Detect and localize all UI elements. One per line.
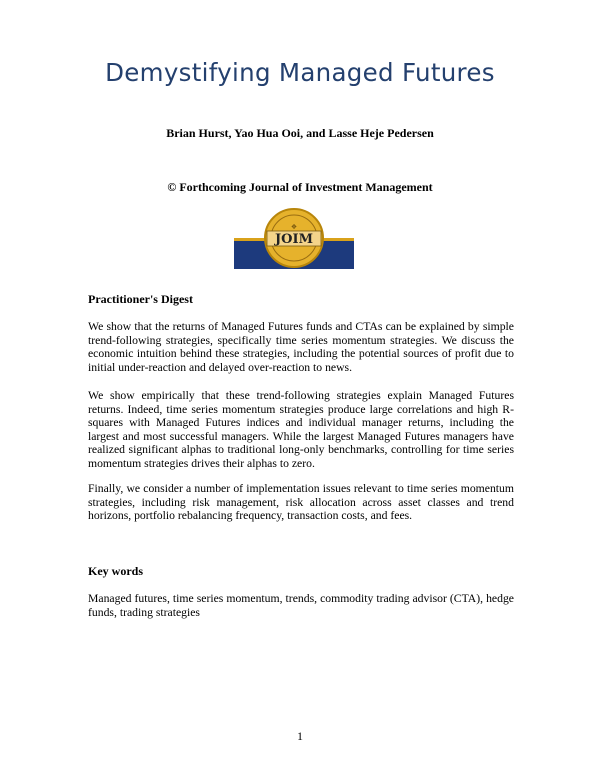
page-title: Demystifying Managed Futures: [105, 58, 495, 87]
joim-logo: [234, 207, 354, 269]
keywords-heading: Key words: [88, 564, 143, 578]
page-number: 1: [297, 729, 303, 743]
journal-notice: © Forthcoming Journal of Investment Management: [167, 180, 433, 194]
digest-paragraph-3: Finally, we consider a number of implementation issues relevant to time series momentum strategies, including risk management, risk allocation across asset classes and trend horizons, portfolio rebalancing frequency, transaction costs, and fees.: [88, 482, 514, 523]
joim-logo-graphic: [234, 207, 354, 269]
logo-text: JOIM: [275, 232, 313, 247]
logo-ornament: ❖: [290, 223, 298, 231]
authors: Brian Hurst, Yao Hua Ooi, and Lasse Heje Pedersen: [166, 126, 434, 140]
digest-paragraph-2: We show empirically that these trend-following strategies explain Managed Futures returns. Indeed, time series momentum strategies produce large correlations and high R-squares with Managed Futures indices and individual manager returns, including the largest and most successful managers. While the largest Managed Futures managers have realized significant alphas to traditional long-only benchmarks, controlling for time series momentum strategies drives their alphas to zero.: [88, 389, 514, 470]
keywords-text: Managed futures, time series momentum, trends, commodity trading advisor (CTA), hedge funds, trading strategies: [88, 592, 514, 619]
digest-heading: Practitioner's Digest: [88, 292, 193, 306]
digest-paragraph-1: We show that the returns of Managed Futures funds and CTAs can be explained by simple trend-following strategies, specifically time series momentum strategies. We discuss the economic intuition behind these strategies, including the potential sources of profit due to initial under-reaction and delayed over-reaction to news.: [88, 320, 514, 374]
